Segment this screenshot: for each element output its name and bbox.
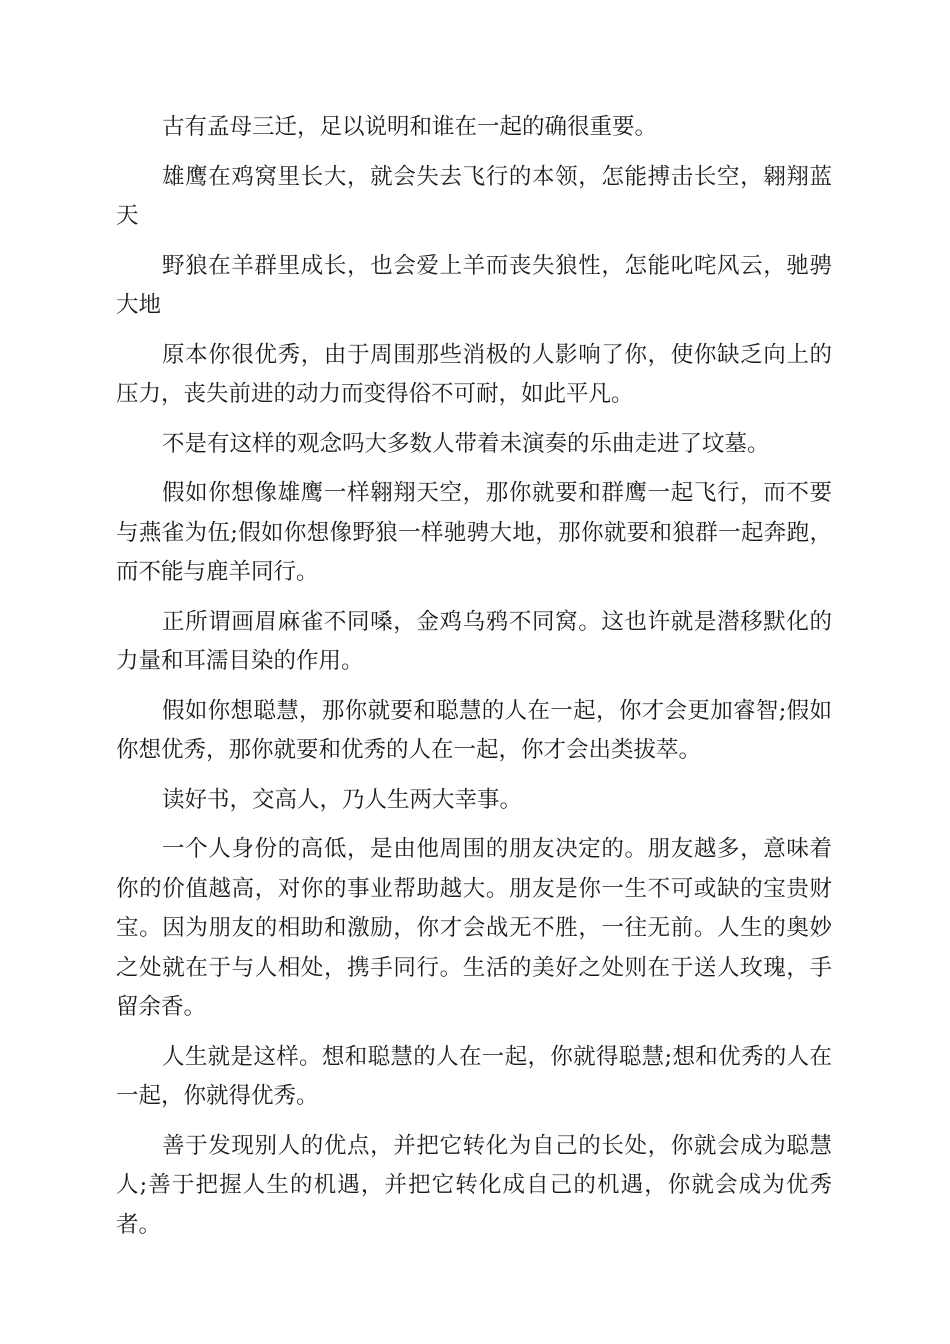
paragraph: 古有孟母三迁，足以说明和谁在一起的确很重要。 (162, 114, 658, 140)
paragraph: 雄鹰在鸡窝里长大，就会失去飞行的本领，怎能搏击长空，翱翔蓝天 (116, 163, 832, 229)
paragraph: 人生就是这样。想和聪慧的人在一起，你就得聪慧;想和优秀的人在一起，你就得优秀。 (116, 1043, 832, 1109)
paragraph: 假如你想聪慧，那你就要和聪慧的人在一起，你才会更加睿智;假如你想优秀，那你就要和优秀的人在一起，你才会出类拔萃。 (116, 697, 832, 763)
paragraph: 假如你想像雄鹰一样翱翔天空，那你就要和群鹰一起飞行，而不要与燕雀为伍;假如你想像野狼一样驰骋大地，那你就要和狼群一起奔跑，而不能与鹿羊同行。 (116, 480, 832, 585)
paragraph: 一个人身份的高低，是由他周围的朋友决定的。朋友越多，意味着你的价值越高，对你的事业帮助越大。朋友是你一生不可或缺的宝贵财宝。因为朋友的相助和激励，你才会战无不胜，一往无前。人生的奥妙之处就在于与人相处，携手同行。生活的美好之处则在于送人玫瑰，手留余香。 (116, 836, 832, 1020)
paragraph: 正所谓画眉麻雀不同嗓，金鸡乌鸦不同窝。这也许就是潜移默化的力量和耳濡目染的作用。 (116, 608, 832, 674)
paragraph: 野狼在羊群里成长，也会爱上羊而丧失狼性，怎能叱咤风云，驰骋大地 (116, 252, 832, 318)
paragraph: 读好书，交高人，乃人生两大幸事。 (162, 786, 523, 813)
paragraph: 原本你很优秀，由于周围那些消极的人影响了你，使你缺乏向上的压力，丧失前进的动力而变得俗不可耐，如此平凡。 (116, 341, 832, 407)
document-body (116, 108, 832, 1255)
paragraph: 善于发现别人的优点，并把它转化为自己的长处，你就会成为聪慧人;善于把握人生的机遇，并把它转化成自己的机遇，你就会成为优秀者。 (116, 1132, 832, 1238)
paragraph: 不是有这样的观念吗大多数人带着未演奏的乐曲走进了坟墓。 (162, 430, 770, 457)
